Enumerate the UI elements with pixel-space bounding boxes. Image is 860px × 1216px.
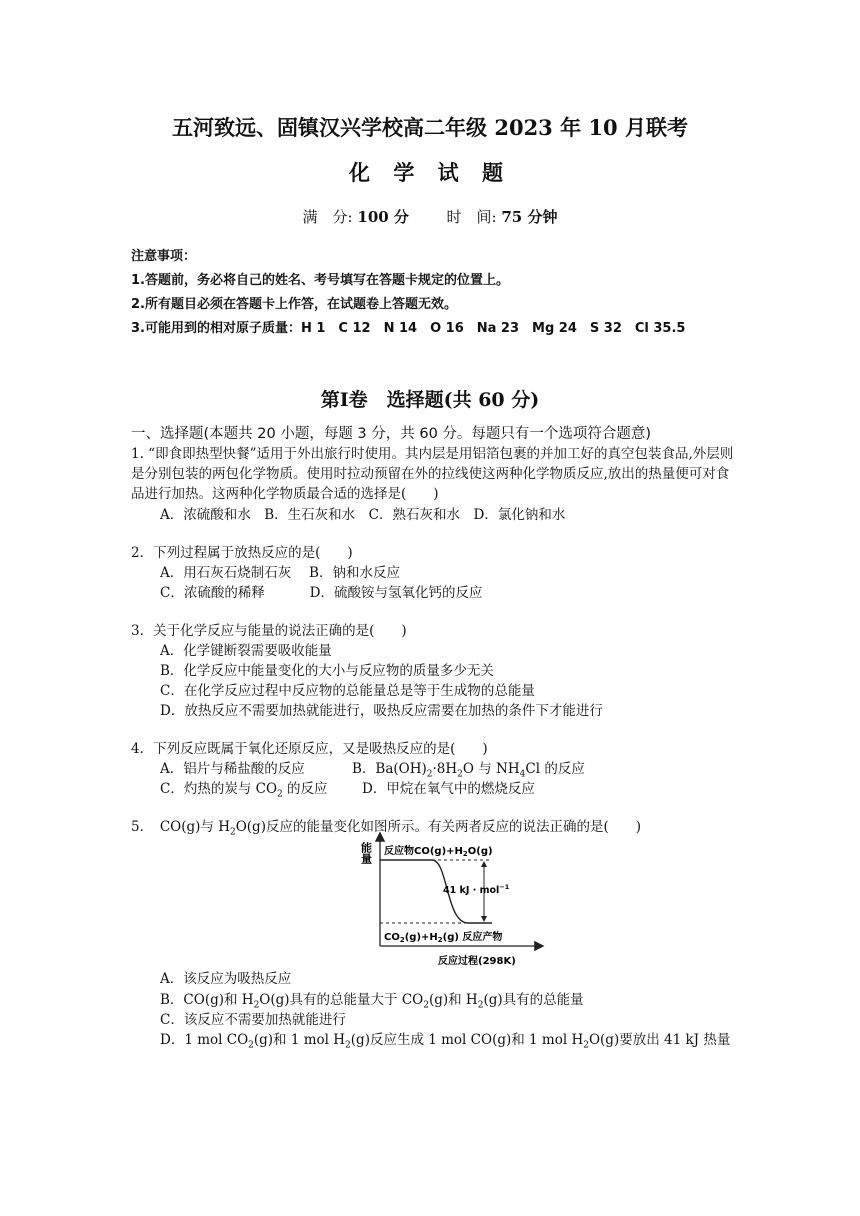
notice-item: 2.所有题目必须在答题卡上作答，在试题卷上答题无效。 bbox=[131, 297, 457, 312]
question-5-stem: 5． CO(g)与 $H_2O(g)$反应的能量变化如图所示。有关两者反应的说法正确的是( ) bbox=[131, 819, 641, 838]
question-4-option-b: B．$Ba(OH)_2\cdot 8H_2O$ 与 $NH_4Cl$ 的反应 bbox=[352, 761, 585, 780]
question-4-option-d: D．甲烷在氧气中的燃烧反应 bbox=[362, 781, 535, 797]
notice-item: 3.可能用到的相对原子质量：H 1 C 12 N 14 O 16 Na 23 Mg 24 S 32 Cl 35.5 bbox=[131, 321, 686, 336]
question-3-option-b: B．化学反应中能量变化的大小与反应物的质量多少无关 bbox=[160, 663, 494, 679]
delta-label: 41 kJ · mol$^{-1}$ bbox=[443, 883, 510, 896]
x-axis-label: 反应过程(298K) bbox=[438, 956, 516, 967]
energy-diagram bbox=[360, 828, 550, 968]
notice-item: 1.答题前，务必将自己的姓名、考号填写在答题卡规定的位置上。 bbox=[131, 273, 509, 288]
part-heading: 一、选择题(本题共 20 小题，每题 3 分，共 60 分。每题只有一个选项符合题意) bbox=[131, 426, 652, 442]
question-2-stem: 2．下列过程属于放热反应的是( ) bbox=[131, 545, 353, 561]
question-2-options-row: A．用石灰石烧制石灰 B．钠和水反应 bbox=[160, 565, 400, 581]
notice-heading: 注意事项： bbox=[131, 249, 197, 264]
question-3-option-a: A．化学键断裂需要吸收能量 bbox=[160, 643, 332, 659]
question-4-stem: 4．下列反应既属于氧化还原反应，又是吸热反应的是( ) bbox=[131, 741, 488, 757]
reactant-label: 反应物$CO(g)+H_2O(g)$ bbox=[384, 846, 493, 858]
product-label: $CO_2(g)+H_2(g)$ 反应产物 bbox=[384, 932, 503, 944]
score-value: 100 分 bbox=[357, 208, 409, 226]
y-axis-label: 能量 bbox=[360, 842, 373, 864]
question-3-option-c: C．在化学反应过程中反应物的总能量总是等于生成物的总能量 bbox=[160, 683, 535, 699]
question-1-options: A．浓硫酸和水 B．生石灰和水 C．熟石灰和水 D．氯化钠和水 bbox=[160, 507, 566, 523]
question-4-option-c: C．灼热的炭与 $CO_2$ 的反应 bbox=[160, 781, 328, 800]
subject-title: 化 学 试 题 bbox=[349, 160, 511, 185]
question-5-option-b: B．CO(g)和 $H_2O(g)$具有的总能量大于 $CO_2(g)$和 $H_2(g)$具有的总能量 bbox=[160, 992, 584, 1011]
exam-title: 五河致远、固镇汉兴学校高二年级 2023 年 10 月联考 bbox=[172, 115, 688, 140]
question-3-stem: 3．关于化学反应与能量的说法正确的是( ) bbox=[131, 623, 407, 639]
time-label: 时 间: bbox=[446, 208, 497, 226]
exam-meta bbox=[0, 206, 860, 227]
question-5-option-d: D．1 mol $CO_2(g)$和 1 mol $H_2(g)$反应生成 1 mol CO(g)和 1 mol $H_2O(g)$要放出 41 kJ 热量 bbox=[160, 1032, 731, 1051]
question-5-option-a: A．该反应为吸热反应 bbox=[160, 971, 292, 987]
time-value: 75 分钟 bbox=[501, 208, 558, 226]
question-3-option-d: D．放热反应不需要加热就能进行，吸热反应需要在加热的条件下才能进行 bbox=[160, 703, 603, 719]
question-2-options-row: C．浓硫酸的稀释 D．硫酸铵与氢氧化钙的反应 bbox=[160, 585, 483, 601]
question-5-option-c: C．该反应不需要加热就能进行 bbox=[160, 1012, 346, 1028]
score-label: 满 分: bbox=[302, 208, 353, 226]
question-1-stem: 1. “即食即热型快餐”适用于外出旅行时使用。其内层是用铝箔包裹的并加工好的真空包装食品,外层则是分别包装的两包化学物质。使用时拉动预留在外的拉线使这两种化学物质反应,放出的热量便可对食品进行加热。这两种化学物质最合适的选择是( ) bbox=[131, 446, 734, 502]
question-4-option-a: A．铝片与稀盐酸的反应 bbox=[160, 761, 305, 777]
section-title: 第Ⅰ卷 选择题(共 60 分) bbox=[320, 389, 540, 411]
